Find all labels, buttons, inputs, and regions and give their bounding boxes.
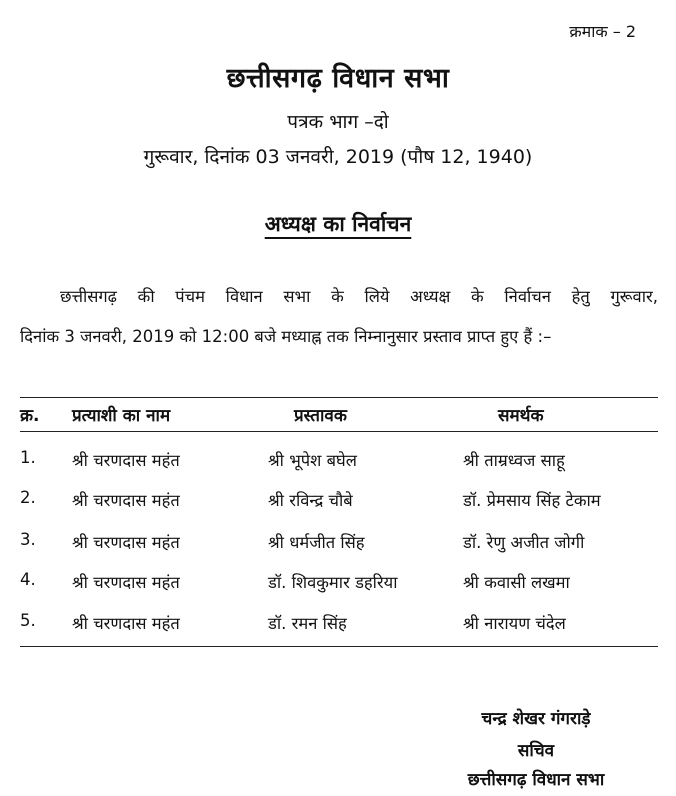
row-serial: 5. (20, 611, 36, 630)
page-subtitle: पत्रक भाग –दो (287, 111, 389, 133)
table-header-rule (20, 431, 658, 432)
signatory-name: चन्द्र शेखर गंगराड़े (481, 709, 591, 729)
section-heading-text: अध्यक्ष का निर्वाचन (264, 212, 412, 236)
page-title: छत्तीसगढ़ विधान सभा (226, 63, 450, 94)
signatory-organization: छत्तीसगढ़ विधान सभा (467, 770, 605, 790)
row-candidate: श्री चरणदास महंत (72, 533, 180, 552)
row-serial: 4. (20, 570, 36, 589)
row-candidate: श्री चरणदास महंत (72, 451, 180, 470)
paragraph-line-2: दिनांक 3 जनवरी, 2019 को 12:00 बजे मध्याह्न तक निम्नानुसार प्रस्ताव प्राप्त हुए हैं :– (20, 327, 552, 346)
row-serial: 2. (20, 488, 36, 507)
row-proposer: डॉ. रमन सिंह (268, 614, 347, 633)
row-candidate: श्री चरणदास महंत (72, 491, 180, 510)
serial-number: क्रमाक – 2 (569, 22, 636, 41)
table-top-rule (20, 397, 658, 398)
header-serial: क्र. (20, 406, 40, 426)
row-proposer: श्री रविन्द्र चौबे (268, 491, 353, 510)
row-candidate: श्री चरणदास महंत (72, 614, 180, 633)
header-proposer: प्रस्तावक (294, 406, 347, 426)
row-supporter: श्री ताम्रध्वज साहू (463, 451, 565, 470)
section-heading (0, 210, 676, 238)
row-supporter: श्री नारायण चंदेल (463, 614, 566, 633)
row-candidate: श्री चरणदास महंत (72, 573, 180, 592)
row-proposer: श्री धर्मजीत सिंह (268, 533, 365, 552)
row-supporter: श्री कवासी लखमा (463, 573, 570, 592)
header-supporter: समर्थक (498, 406, 544, 426)
row-serial: 3. (20, 530, 36, 549)
row-proposer: डॉ. शिवकुमार डहरिया (268, 573, 398, 592)
row-supporter: डॉ. प्रेमसाय सिंह टेकाम (463, 491, 601, 510)
row-supporter: डॉ. रेणु अजीत जोगी (463, 533, 585, 552)
row-proposer: श्री भूपेश बघेल (268, 451, 357, 470)
paragraph-line-1: छत्तीसगढ़ की पंचम विधान सभा के लिये अध्यक्ष के निर्वाचन हेतु गुरूवार, (60, 287, 658, 306)
table-bottom-rule (20, 646, 658, 647)
row-serial: 1. (20, 448, 36, 467)
date-line: गुरूवार, दिनांक 03 जनवरी, 2019 (पौष 12, 1940) (143, 146, 533, 168)
header-candidate: प्रत्याशी का नाम (72, 406, 171, 426)
signatory-designation: सचिव (517, 741, 555, 761)
